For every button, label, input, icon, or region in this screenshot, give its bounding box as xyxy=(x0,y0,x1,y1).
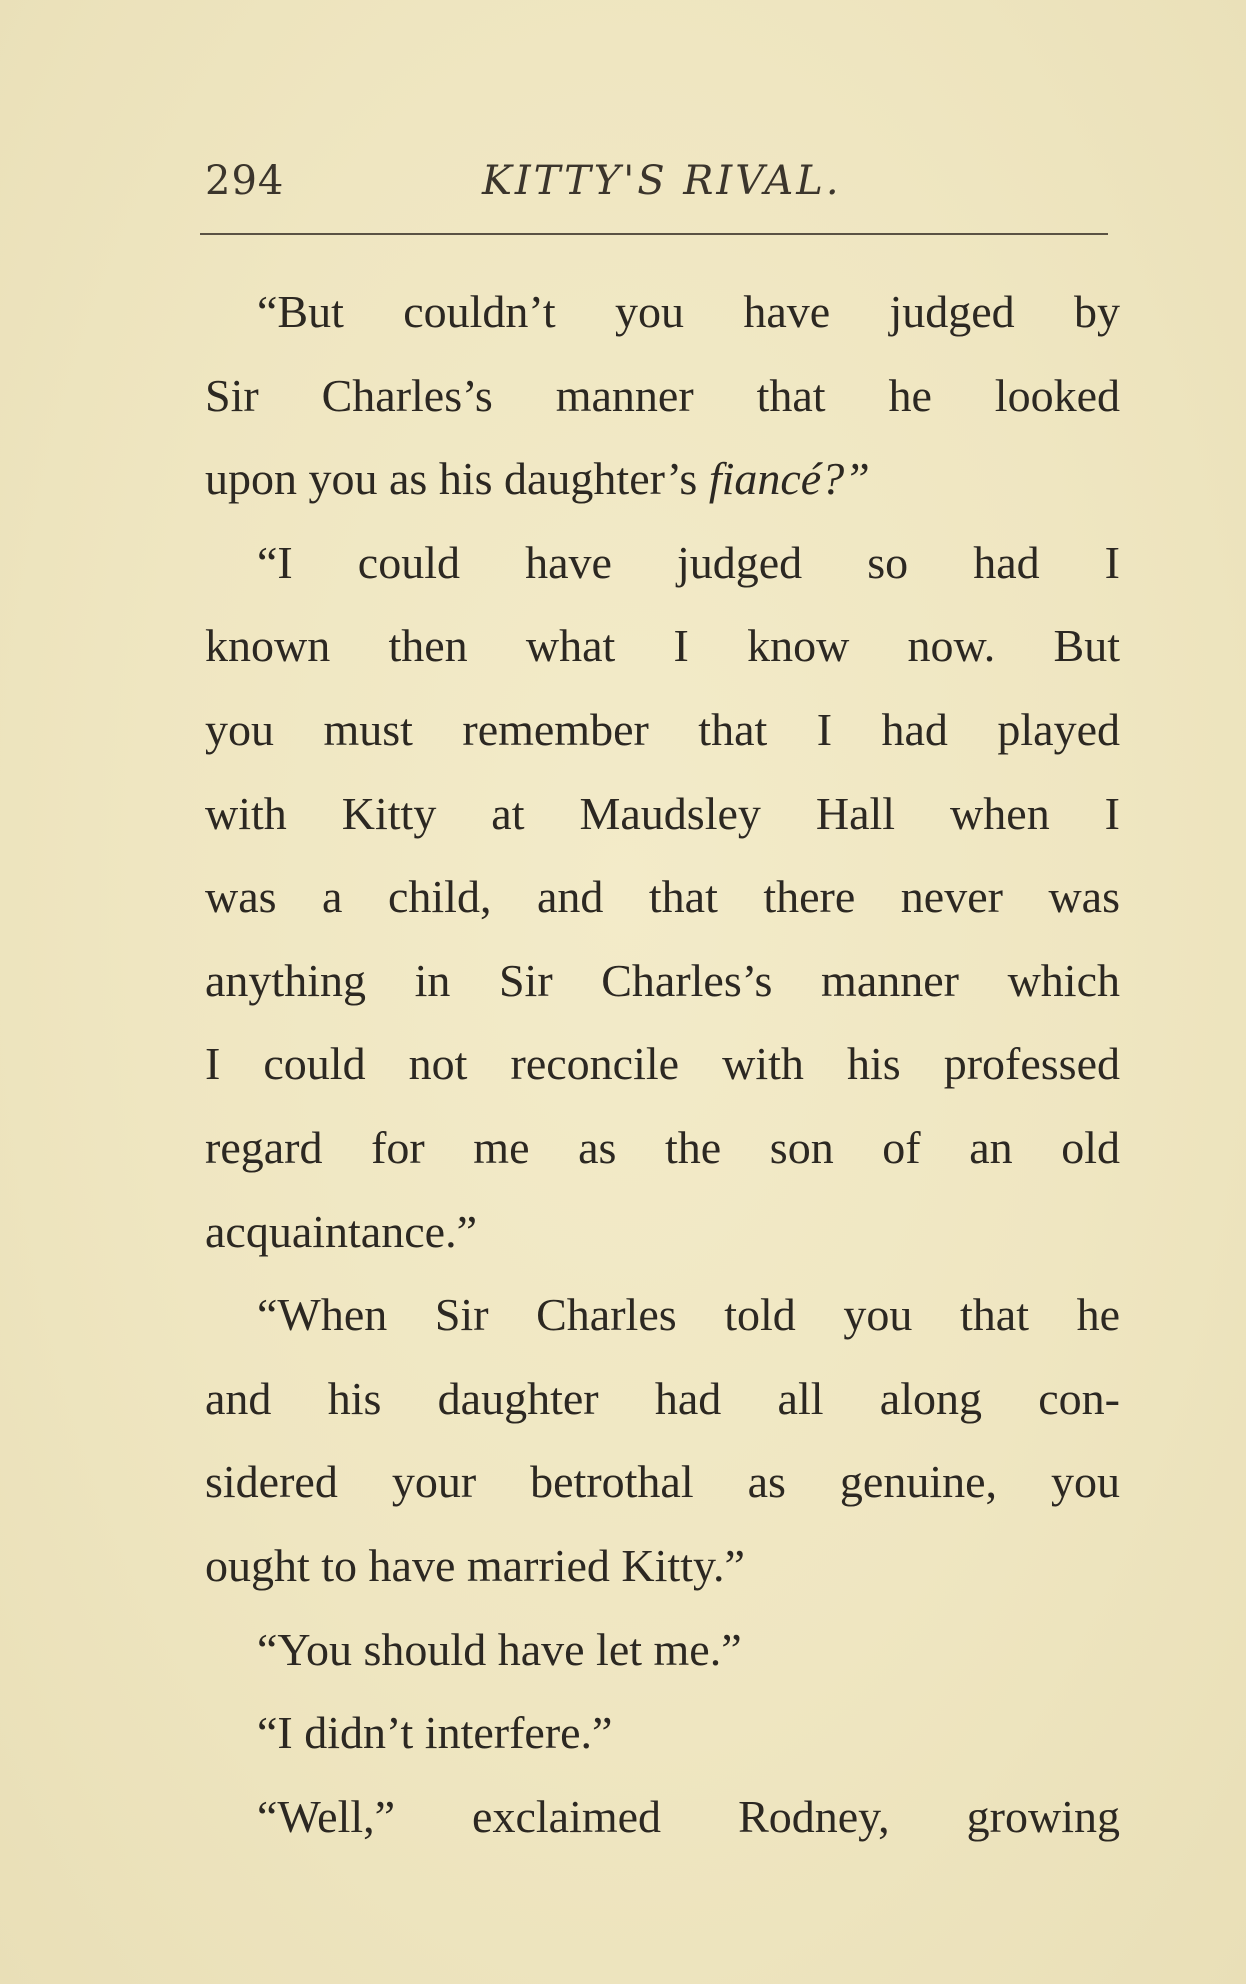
running-title: KITTY'S RIVAL. xyxy=(482,158,842,204)
running-head xyxy=(200,158,1110,218)
italic-word: fiancé?” xyxy=(708,453,870,505)
text-line: “I could have judged so had I xyxy=(257,536,1120,588)
text-line: “When Sir Charles told you that he xyxy=(257,1289,1120,1341)
text-line: I could not reconcile with his professed xyxy=(205,1038,1120,1090)
text-line: “You should have let me.” xyxy=(257,1623,742,1675)
text-line: with Kitty at Maudsley Hall when I xyxy=(205,787,1120,839)
text-line xyxy=(205,437,1120,521)
text-span: upon you as his daughter’s xyxy=(205,453,698,505)
text-line: acquaintance.” xyxy=(205,1205,477,1257)
text-line: sidered your betrothal as genuine, you xyxy=(205,1456,1120,1508)
text-line: anything in Sir Charles’s manner which xyxy=(205,954,1120,1006)
text-line: was a child, and that there never was xyxy=(205,871,1120,923)
text-line: you must remember that I had played xyxy=(205,703,1120,755)
text-line: “I didn’t interfere.” xyxy=(257,1707,613,1759)
text-line: ought to have married Kitty.” xyxy=(205,1539,745,1591)
header-rule xyxy=(200,233,1108,235)
text-line: and his daughter had all along con- xyxy=(205,1372,1120,1424)
text-line: known then what I know now. But xyxy=(205,620,1120,672)
text-line: “Well,” exclaimed Rodney, growing xyxy=(257,1790,1120,1842)
body-text xyxy=(205,270,1120,1858)
text-line: Sir Charles’s manner that he looked xyxy=(205,369,1120,421)
text-line: “But couldn’t you have judged by xyxy=(257,286,1120,337)
text-line: regard for me as the son of an old xyxy=(205,1121,1120,1173)
page-number: 294 xyxy=(205,158,285,204)
